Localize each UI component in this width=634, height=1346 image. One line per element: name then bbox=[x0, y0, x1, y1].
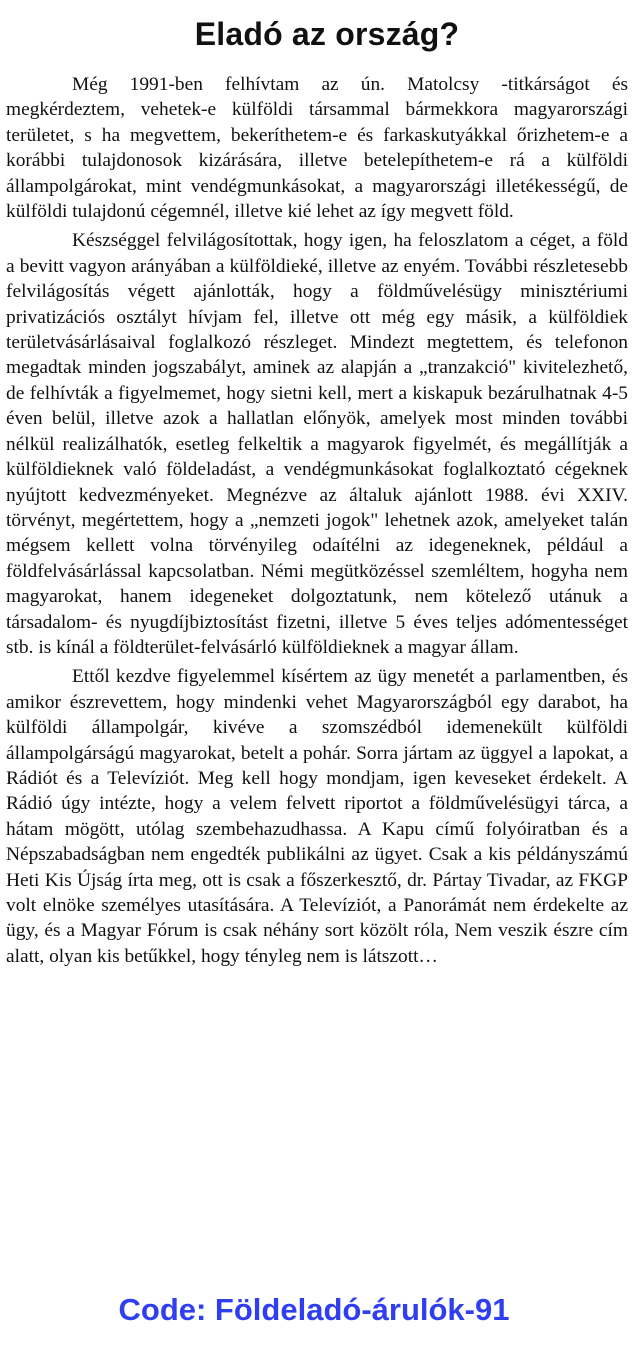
article-paragraph-3: Ettől kezdve figyelemmel kísértem az ügy menetét a parlamentben, és amikor észrevettem, hogy mindenki vehet Magyarországból egy darabot, ha külföldi állampolgár, kivéve a szomszédból idemenekült külföldi állampolgárságú magyarokat, betelt a pohár. Sorra jártam az üggyel a lapokat, a Rádiót és a Televíziót. Meg kell hogy mondjam, igen keveseket érdekelt. A Rádió úgy intézte, hogy a velem felvett riportot a földművelésügyi tárca, a hátam mögött, utólag szembehazudhassa. A Kapu című folyóiratban és a Népszabadságban nem engedték publikálni az ügyet. Csak a kis példányszámú Heti Kis Újság írta meg, ott is csak a főszerkesztő, dr. Pártay Tivadar, az FKGP volt elnöke személyes utasítására. A Televíziót, a Panorámát nem érdekelte az ügy, és a Magyar Fórum is csak néhány sort közölt róla, Nem veszik észre cím alatt, olyan kis betűkkel, hogy tényleg nem is látszott… bbox=[6, 666, 628, 967]
document-code-label: Code: Földeladó-árulók-91 bbox=[118, 1292, 510, 1327]
article-title: Eladó az ország? bbox=[194, 16, 460, 52]
article-paragraph-2: Készséggel felvilágosítottak, hogy igen, ha feloszlatom a céget, a föld a bevitt vagyon arányában a külföldieké, illetve az enyém. További részletesebb felvilágosítás végett ajánlották, hogy a földművelésügy minisztériumi privatizációs osztályt hívjam fel, illetve ott még egy másik, a külföldiek területvásárlásaival foglalkozó részleget. Mindezt megtettem, és telefonon megadtak minden jogszabályt, aminek az alapján a „tranzakció" kivitelezhető, de felhívták a figyelmemet, hogy sietni kell, mert a kiskapuk bezárulhatnak 4-5 éven belül, illetve azok a hallatlan előnyök, amelyek most minden további nélkül realizálhatók, esetleg felkeltik a magyarok figyelmét, és megállítják a külföldieknek való földeladást, a vendégmunkásokat foglalkoztató cégeknek nyújtott kedvezményeket. Megnézve az általuk ajánlott 1988. évi XXIV. törvényt, megértettem, hogy a „nemzeti jogok" lehetnek azok, amelyeket talán mégsem kellett volna törvényileg odaítélni az idegeneknek, például a földfelvásárlással kapcsolatban. Némi megütközéssel szemléltem, hogyha nem magyarokat, hanem idegeneket dolgoztatunk, nem kötelező utánuk a társadalom- és nyugdíjbiztosítást fizetni, illetve 5 éves teljes adómentességet stb. is kínál a földterület-felvásárló külföldieknek a magyar állam. bbox=[6, 230, 628, 658]
article-paragraph-1: Még 1991-ben felhívtam az ún. Matolcsy -titkárságot és megkérdeztem, vehetek-e külföldi társammal bármekkora magyarországi területet, s ha megvettem, bekeríthetem-e és farkaskutyákkal őrizhetem-e a korábbi tulajdonosok kizárására, illetve betelepíthetem-e rá a külföldi állampolgárokat, mint vendégmunkásokat, a magyarországi illetékességű, de külföldi tulajdonú cégemnél, illetve kié lehet az így megvett föld. bbox=[6, 74, 628, 223]
article-body bbox=[6, 72, 628, 969]
